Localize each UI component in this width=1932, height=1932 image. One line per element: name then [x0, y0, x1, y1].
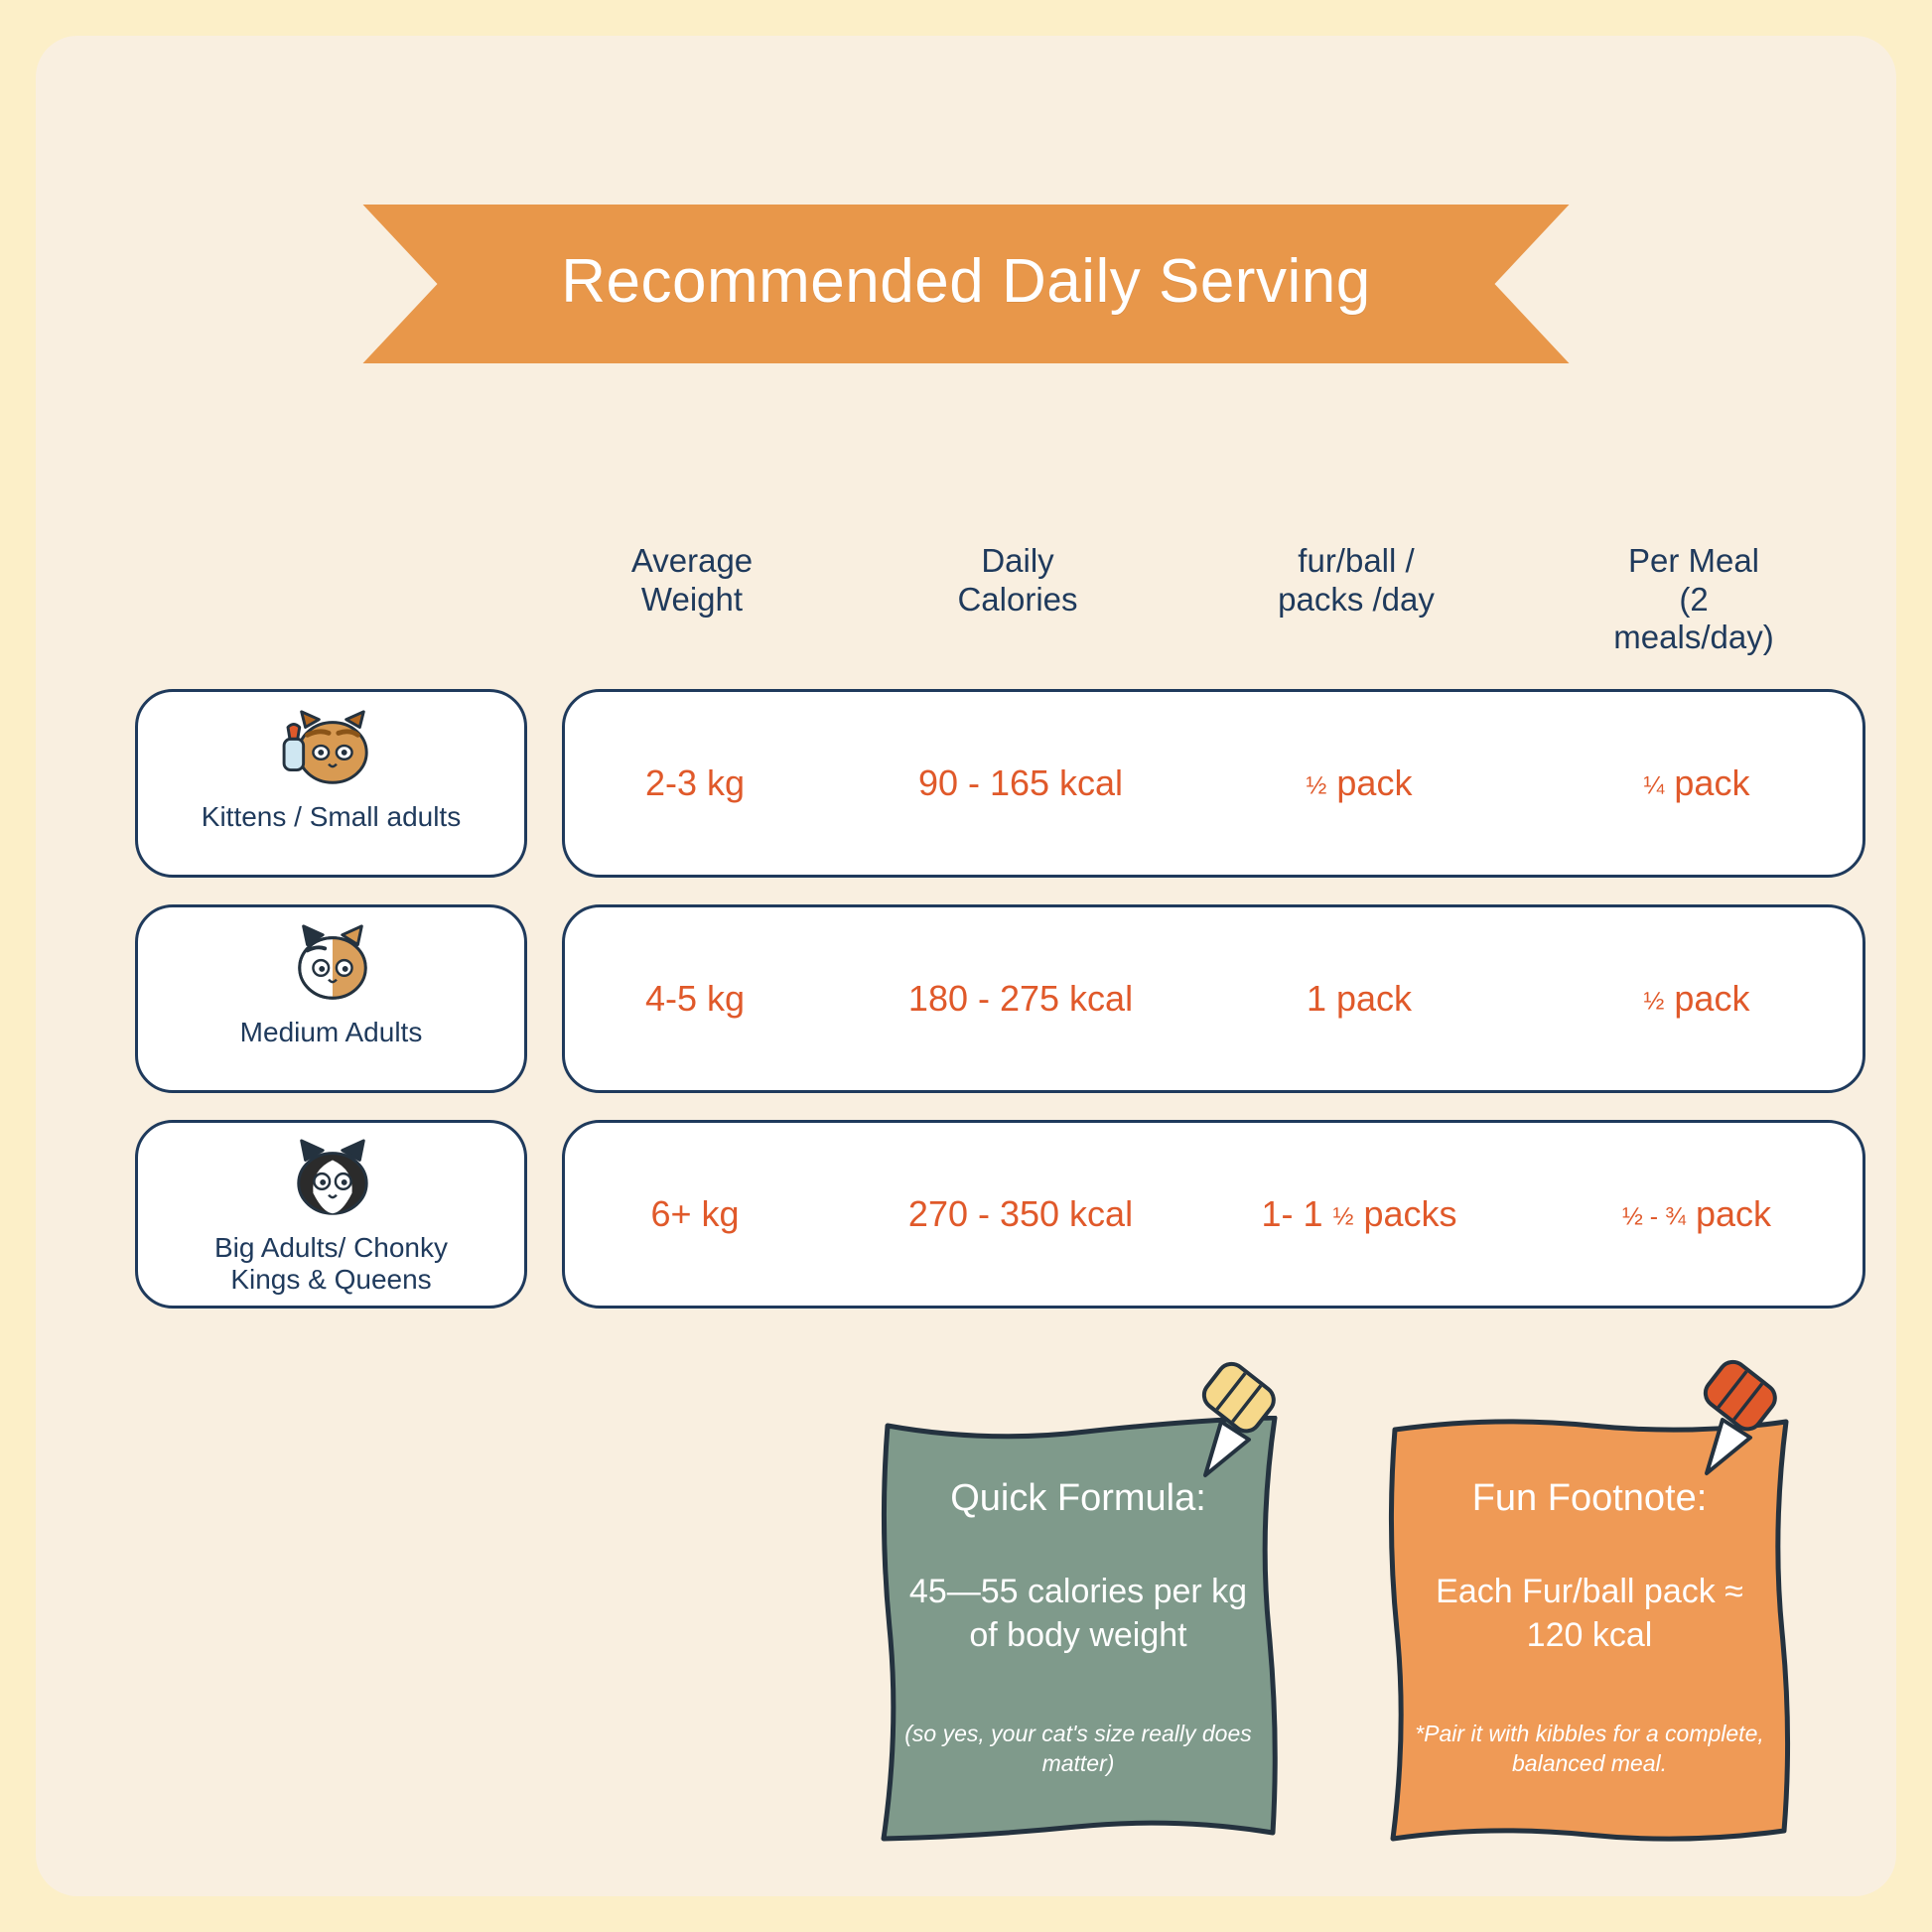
row-label-line1: Kittens / Small adults — [201, 801, 462, 832]
cell-per-meal — [1622, 1193, 1771, 1235]
table-row — [36, 904, 1896, 1093]
cell-per-meal-fraction: ½ - ¾ — [1622, 1202, 1686, 1231]
cell-per-meal-unit: pack — [1695, 1193, 1771, 1234]
cell-packs-unit: 1 pack — [1306, 978, 1413, 1019]
tuxedo-cat-icon — [278, 1137, 385, 1224]
column-header-average-weight: Average Weight — [630, 542, 754, 618]
cell-weight: 4-5 kg — [644, 978, 746, 1019]
column-headers — [562, 542, 1863, 656]
note-main-text: 45—55 calories per kg of body weight — [908, 1573, 1248, 1655]
row-label-kittens[interactable] — [135, 689, 527, 878]
cell-packs-unit: pack — [1336, 762, 1413, 803]
cell-per-meal-unit: pack — [1674, 762, 1750, 803]
cell-weight: 6+ kg — [650, 1193, 740, 1234]
row-values-kittens — [562, 689, 1865, 878]
note-sub-text: *Pair it with kibbles for a complete, balanced meal. — [1415, 1721, 1764, 1777]
cell-per-meal — [1644, 762, 1750, 804]
column-header-packs-per-day: fur/ball / packs /day — [1278, 542, 1435, 618]
note-main-text: Each Fur/ball pack ≈ 120 kcal — [1436, 1573, 1743, 1655]
title-ribbon — [363, 205, 1570, 363]
cell-per-meal-fraction: ½ — [1643, 987, 1665, 1016]
table-row — [36, 689, 1896, 878]
cell-packs-per-day — [1307, 978, 1412, 1020]
cell-calories: 180 - 275 kcal — [907, 978, 1134, 1019]
note-title: Quick Formula: — [950, 1477, 1206, 1519]
row-label-line1: Big Adults/ Chonky — [213, 1232, 449, 1263]
cell-packs-prefix: 1- 1 — [1261, 1193, 1323, 1234]
kitten-with-bottle-icon — [278, 706, 385, 793]
pin-orange-icon — [1679, 1354, 1798, 1483]
column-header-per-meal: Per Meal (2 meals/day) — [1613, 542, 1774, 656]
note-title: Fun Footnote: — [1471, 1477, 1708, 1519]
cell-calories: 90 - 165 kcal — [917, 762, 1124, 803]
cell-packs-fraction: ½ — [1332, 1202, 1354, 1231]
page-title: Recommended Daily Serving — [561, 246, 1371, 316]
cell-per-meal-unit: pack — [1674, 978, 1750, 1019]
cell-per-meal — [1644, 978, 1750, 1020]
column-header-daily-calories: Daily Calories — [957, 542, 1078, 618]
cell-packs-per-day — [1262, 1193, 1457, 1235]
cell-per-meal-fraction: ¼ — [1643, 771, 1665, 800]
cell-packs-suffix: packs — [1363, 1193, 1457, 1234]
row-label-line2: Kings & Queens — [230, 1264, 432, 1296]
note-sub-text: (so yes, your cat's size really does matter) — [904, 1721, 1252, 1777]
row-label-big-adults[interactable] — [135, 1120, 527, 1309]
row-label-line1: Medium Adults — [239, 1017, 423, 1047]
pin-yellow-icon — [1177, 1356, 1297, 1485]
cell-calories: 270 - 350 kcal — [907, 1193, 1134, 1234]
row-values-big-adults — [562, 1120, 1865, 1309]
quick-formula-note — [870, 1416, 1287, 1843]
calico-cat-icon — [278, 921, 385, 1009]
cell-weight: 2-3 kg — [644, 762, 746, 803]
row-label-medium-adults[interactable] — [135, 904, 527, 1093]
cell-packs-per-day — [1307, 762, 1413, 804]
fun-footnote-note — [1381, 1416, 1798, 1843]
cell-packs-fraction: ½ — [1306, 771, 1327, 800]
content-panel — [36, 36, 1896, 1896]
row-values-medium-adults — [562, 904, 1865, 1093]
table-row — [36, 1120, 1896, 1309]
